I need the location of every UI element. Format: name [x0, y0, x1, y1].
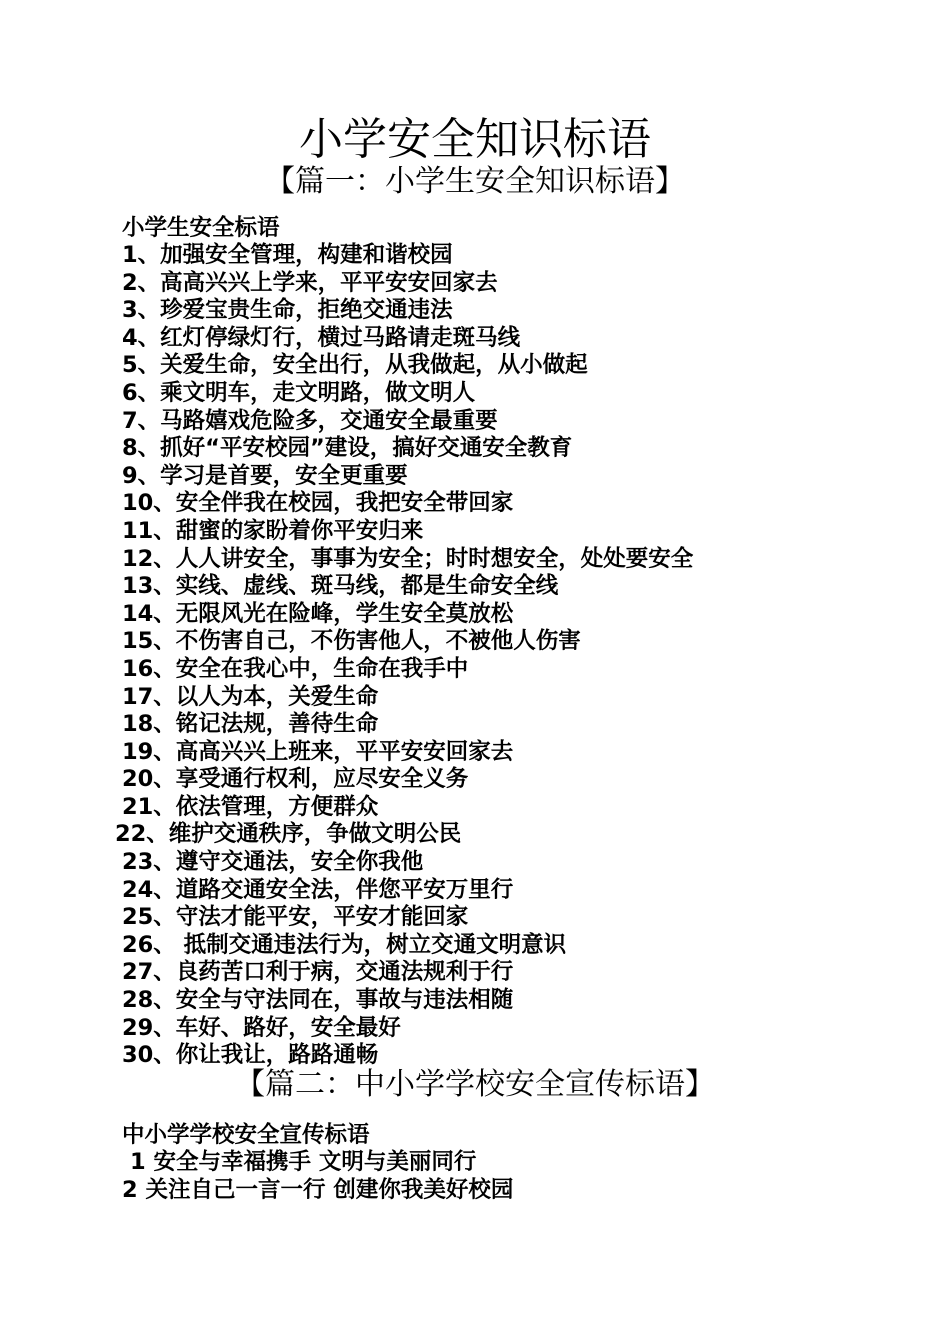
page-title: 小学安全知识标语: [299, 114, 651, 165]
slogan-item: 7、马路嬉戏危险多，交通安全最重要: [122, 407, 498, 434]
slogan-item: 8、抓好“平安校园”建设，搞好交通安全教育: [122, 435, 573, 462]
slogan-item: 9、学习是首要，安全更重要: [122, 462, 408, 489]
section-2-list: [122, 1149, 513, 1204]
slogan-item: 5、关爱生命，安全出行，从我做起，从小做起: [122, 352, 588, 379]
slogan-item: 29、车好、路好，安全最好: [122, 1014, 401, 1041]
section-1-list: [115, 242, 694, 1070]
slogan-item: 2、高高兴兴上学来，平平安安回家去: [122, 269, 498, 296]
slogan-item: 17、以人为本，关爱生命: [122, 683, 379, 710]
slogan-item: 13、实线、虚线、斑马线，都是生命安全线: [122, 573, 559, 600]
slogan-item: 22、维护交通秩序，争做文明公民: [115, 821, 462, 848]
slogan-item: 12、人人讲安全，事事为安全；时时想安全，处处要安全: [122, 545, 694, 572]
slogan-item: 20、享受通行权利，应尽安全义务: [122, 766, 469, 793]
slogan-item: 14、无限风光在险峰，学生安全莫放松: [122, 600, 514, 627]
slogan-item: 15、不伤害自己，不伤害他人，不被他人伤害: [122, 628, 581, 655]
slogan-item: 30、你让我让，路路通畅: [122, 1042, 379, 1069]
slogan-item: 25、守法才能平安，平安才能回家: [122, 904, 469, 931]
slogan-item: 2 关注自己一言一行 创建你我美好校园: [122, 1176, 514, 1203]
slogan-item: 11、甜蜜的家盼着你平安归来: [122, 517, 424, 544]
slogan-item: 3、珍爱宝贵生命，拒绝交通违法: [122, 297, 453, 324]
section-1-subheading: 小学生安全标语: [122, 215, 280, 241]
slogan-item: 18、铭记法规，善待生命: [122, 711, 379, 738]
slogan-item: 1 安全与幸福携手 文明与美丽同行: [130, 1149, 477, 1175]
slogan-item: 28、安全与守法同在，事故与违法相随: [122, 987, 514, 1014]
slogan-item: 21、依法管理，方便群众: [122, 793, 379, 820]
slogan-item: 16、安全在我心中，生命在我手中: [122, 655, 469, 682]
section-2-body: [122, 1121, 513, 1204]
slogan-item: 6、乘文明车，走文明路，做文明人: [122, 379, 476, 406]
slogan-item: 23、遵守交通法，安全你我他: [122, 849, 424, 876]
slogan-item: 10、安全伴我在校园，我把安全带回家: [122, 490, 514, 517]
section-1-heading: 【篇一：小学生安全知识标语】: [265, 164, 685, 199]
slogan-item: 19、高高兴兴上班来，平平安安回家去: [122, 738, 514, 765]
slogan-item: 4、红灯停绿灯行，横过马路请走斑马线: [122, 324, 521, 351]
section-2-subheading: 中小学学校安全宣传标语: [122, 1122, 370, 1148]
slogan-item: 27、良药苦口利于病，交通法规利于行: [122, 959, 514, 986]
section-1-body: [115, 214, 694, 1070]
slogan-item: 24、道路交通安全法，伴您平安万里行: [122, 876, 514, 903]
slogan-item: 1、加强安全管理，构建和谐校园: [122, 242, 453, 268]
section-2-heading: 【篇二：中小学学校安全宣传标语】: [235, 1067, 715, 1102]
slogan-item: 26、 抵制交通违法行为，树立交通文明意识: [122, 931, 567, 958]
